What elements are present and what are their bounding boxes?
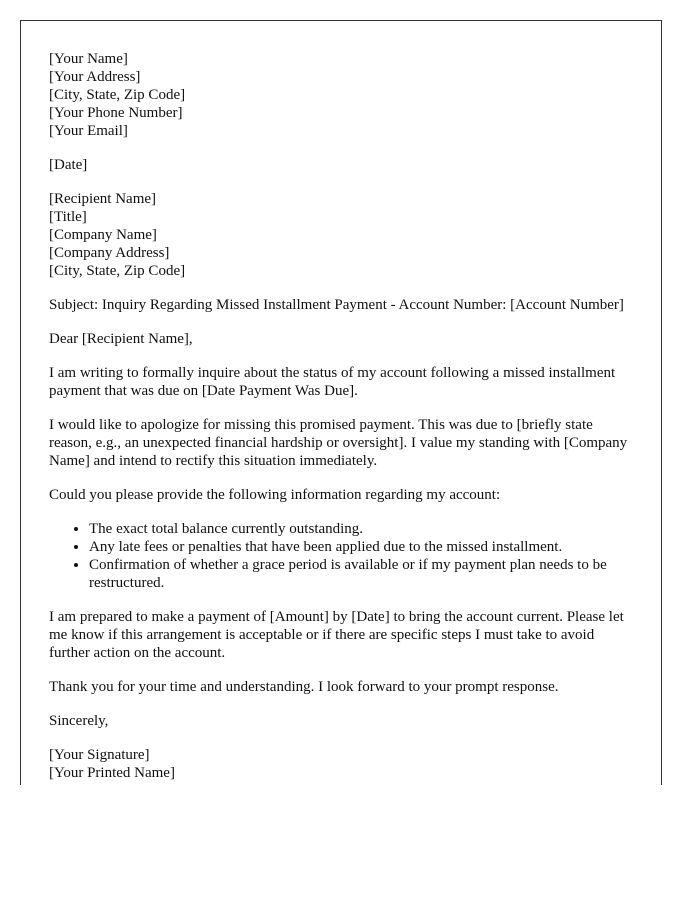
subject-line: Subject: Inquiry Regarding Missed Installment Payment - Account Number: [Account Number] xyxy=(49,297,624,313)
list-item: • Confirmation of whether a grace period is available or if my payment plan needs to be restructured. xyxy=(89,556,633,592)
list-item: • The exact total balance currently outstanding. xyxy=(89,520,633,538)
sender-phone: [Your Phone Number] xyxy=(49,105,183,121)
letter-page xyxy=(20,20,662,785)
salutation: Dear [Recipient Name], xyxy=(49,331,193,347)
body-paragraph: Thank you for your time and understanding. I look forward to your prompt response. xyxy=(49,679,559,695)
letter-date: [Date] xyxy=(49,157,88,173)
recipient-company: [Company Name] xyxy=(49,227,157,243)
sender-address: [Your Address] xyxy=(49,69,141,85)
sender-block xyxy=(49,50,633,140)
body-paragraph: I am prepared to make a payment of [Amount] by [Date] to bring the account current. Please let me know if this arrangement is acceptable or if there are specific steps I must take to avoid further action on the account. xyxy=(49,609,624,661)
signature: [Your Signature] xyxy=(49,747,150,763)
recipient-title: [Title] xyxy=(49,209,87,225)
body-paragraph: I am writing to formally inquire about the status of my account following a missed installment payment that was due on [Date Payment Was Due]. xyxy=(49,365,616,399)
list-item: • Any late fees or penalties that have been applied due to the missed installment. xyxy=(89,538,633,556)
sender-name: [Your Name] xyxy=(49,51,128,67)
body-paragraph: I would like to apologize for missing this promised payment. This was due to [briefly state reason, e.g., an unexpected financial hardship or oversight]. I value my standing with [Company Name] and intend to rectify this situation immediately. xyxy=(49,417,628,469)
recipient-address: [Company Address] xyxy=(49,245,170,261)
recipient-city: [City, State, Zip Code] xyxy=(49,263,186,279)
request-list xyxy=(49,520,633,592)
printed-name: [Your Printed Name] xyxy=(49,765,175,781)
closing: Sincerely, xyxy=(49,713,109,729)
sender-city: [City, State, Zip Code] xyxy=(49,87,186,103)
sender-email: [Your Email] xyxy=(49,123,128,139)
recipient-name: [Recipient Name] xyxy=(49,191,157,207)
signature-block xyxy=(49,746,633,782)
recipient-block xyxy=(49,190,633,280)
body-paragraph: Could you please provide the following information regarding my account: xyxy=(49,487,501,503)
